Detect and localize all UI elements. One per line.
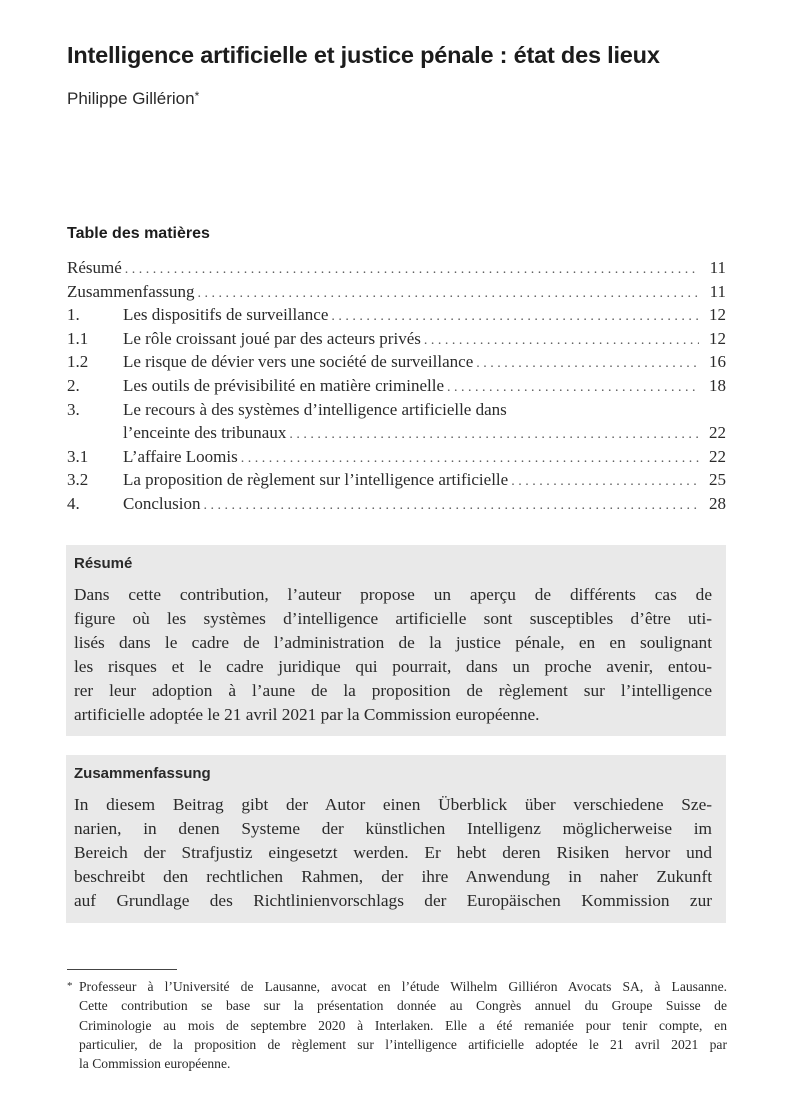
abstract-line: Dans cette contribution, l’auteur propose un aperçu de différents cas de (74, 585, 712, 604)
toc-entry-3[interactable] (67, 398, 726, 422)
toc-entry-zusammenfassung[interactable] (67, 280, 726, 304)
toc-entry-page: 16 (709, 352, 726, 372)
footnote-line: la Commission européenne. (79, 1056, 231, 1072)
table-of-contents (67, 256, 726, 516)
footnote-line: Professeur à l’Université de Lausanne, avocat en l’étude Wilhelm Gilliéron Avocats SA, à Lausanne. (79, 979, 727, 994)
toc-entry-number: 3. (67, 399, 80, 419)
abstract-french-box (66, 545, 726, 736)
toc-entry-title: L’affaire Loomis (123, 445, 241, 469)
toc-entry-number: 3.2 (67, 470, 89, 490)
toc-entry-page: 22 (709, 423, 726, 443)
toc-entry-1-1[interactable] (67, 327, 726, 351)
toc-entry-title: Le risque de dévier vers une société de surveillance (123, 350, 476, 374)
toc-entry-3-2[interactable] (67, 468, 726, 492)
toc-entry-number: 4. (67, 493, 80, 513)
footnote-line: Cette contribution se base sur la présentation donnée au Congrès annuel du Groupe Suisse de (79, 998, 727, 1014)
abstract-line: rer leur adoption à l’aune de la proposition de règlement sur l’intelligence (74, 681, 712, 700)
toc-dot-leader (241, 447, 699, 471)
toc-entry-title-continuation: l’enceinte des tribunaux (123, 421, 289, 445)
toc-entry-page: 11 (709, 281, 726, 301)
footnote (67, 977, 727, 1073)
footnote-line: particulier, de la proposition de règlement sur l’intelligence artificielle adoptée le 21 avril 2021 par (79, 1036, 727, 1052)
toc-entry-page: 18 (709, 375, 726, 395)
toc-dot-leader (476, 352, 699, 376)
toc-entry-number: 1.1 (67, 328, 89, 348)
abstract-french-text (74, 583, 718, 727)
abstract-line: lisés dans le cadre de l’administration de la justice pénale, en en soulignant (74, 633, 712, 652)
toc-entry-page: 22 (709, 446, 726, 466)
abstract-line: Bereich der Strafjustiz eingesetzt werden. Er hebt deren Risiken hervor und (74, 843, 712, 862)
toc-entry-title: Le rôle croissant joué par des acteurs privés (123, 327, 424, 351)
abstract-line: In diesem Beitrag gibt der Autor einen Überblick über verschiedene Sze- (74, 795, 712, 814)
toc-entry-number: 1.2 (67, 352, 89, 372)
toc-heading: Table des matières (67, 225, 210, 242)
toc-entry-page: 25 (709, 470, 726, 490)
footnote-line: Criminologie au mois de septembre 2020 à Interlaken. Elle a été remaniée pour tenir compte, en (79, 1017, 727, 1033)
toc-entry-title: Zusammenfassung (67, 280, 197, 304)
abstract-line: les risques et le cadre juridique qui pourrait, dans un proche avenir, entou- (74, 657, 712, 676)
abstract-german-box (66, 755, 726, 923)
toc-dot-leader (424, 329, 699, 353)
toc-entry-page: 12 (709, 305, 726, 325)
abstract-german-text (74, 793, 718, 913)
toc-entry-page: 12 (709, 328, 726, 348)
toc-entry-3-1[interactable] (67, 445, 726, 469)
toc-entry-number: 1. (67, 305, 80, 325)
toc-entry-2[interactable] (67, 374, 726, 398)
toc-entry-title: La proposition de règlement sur l’intelligence artificielle (123, 468, 511, 492)
toc-entry-title: Les outils de prévisibilité en matière criminelle (123, 374, 447, 398)
toc-dot-leader (331, 305, 699, 329)
toc-dot-leader (125, 258, 699, 282)
footnote-mark: * (67, 980, 73, 992)
toc-entry-page: 11 (709, 258, 726, 277)
abstract-line: beschreibt den rechtlichen Rahmen, der ihre Anwendung in naher Zukunft (74, 867, 712, 886)
toc-entry-1-2[interactable] (67, 350, 726, 374)
toc-dot-leader (203, 494, 699, 518)
author-name: Philippe Gillérion (67, 89, 195, 108)
abstract-line: figure où les systèmes d’intelligence artificielle sont susceptibles d’être uti- (74, 609, 712, 628)
abstract-line: artificielle adoptée le 21 avril 2021 par la Commission européenne. (74, 705, 540, 724)
toc-entry-3-continuation[interactable] (67, 421, 726, 445)
toc-entry-number: 2. (67, 375, 80, 395)
toc-dot-leader (447, 376, 699, 400)
toc-entry-resume[interactable] (67, 256, 726, 280)
toc-entry-number: 3.1 (67, 446, 89, 466)
toc-entry-title: Conclusion (123, 492, 203, 516)
article-author (67, 89, 199, 109)
toc-entry-page: 28 (709, 493, 726, 513)
toc-entry-title: Les dispositifs de surveillance (123, 303, 331, 327)
toc-entry-title: Résumé (67, 256, 125, 280)
abstract-german-heading: Zusammenfassung (74, 765, 211, 782)
abstract-french-heading: Résumé (74, 555, 133, 572)
toc-dot-leader (511, 470, 699, 494)
toc-entry-4[interactable] (67, 492, 726, 516)
abstract-line: auf Grundlage des Richtlinienvorschlags der Europäischen Kommission zur (74, 891, 712, 910)
toc-entry-title: Le recours à des systèmes d’intelligence artificielle dans (123, 398, 510, 422)
toc-dot-leader (289, 423, 699, 447)
article-title: Intelligence artificielle et justice pénale : état des lieux (67, 42, 660, 68)
author-footnote-mark[interactable]: * (194, 89, 200, 103)
toc-dot-leader (197, 282, 699, 306)
footnote-separator (67, 969, 177, 970)
abstract-line: narien, in denen Systeme der künstlichen Intelligenz möglicherweise im (74, 819, 712, 838)
toc-entry-1[interactable] (67, 303, 726, 327)
footnote-text (79, 977, 727, 1073)
